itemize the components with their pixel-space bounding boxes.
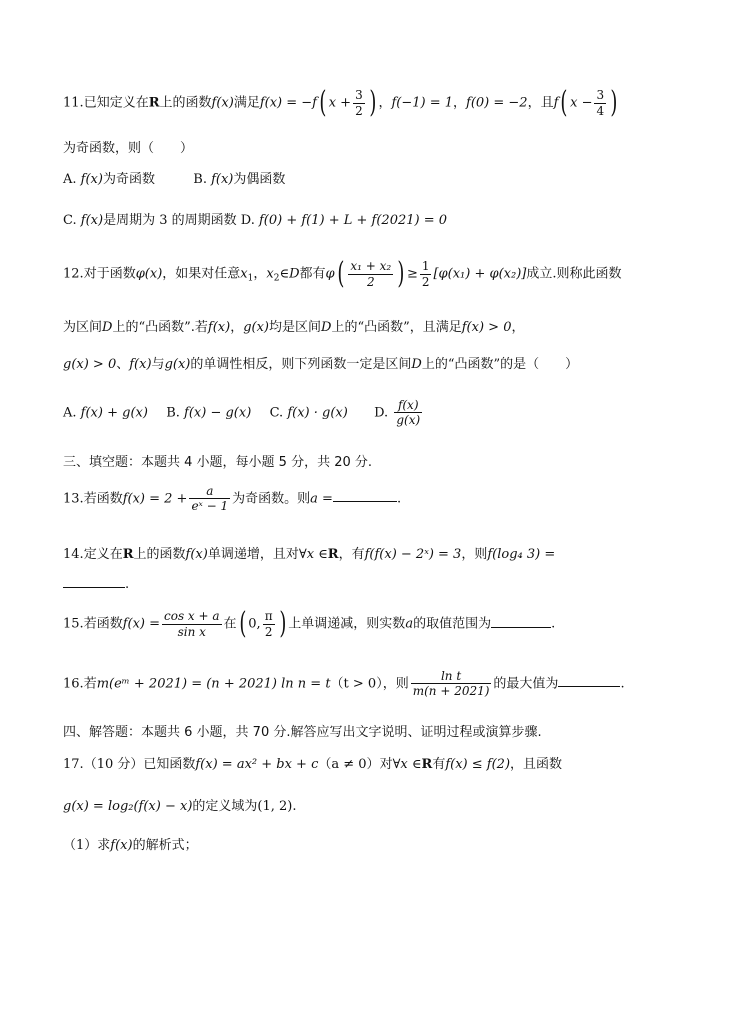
q11-line2: 为奇函数，则（ ） bbox=[63, 141, 194, 156]
q12-line3: g(x) > 0、f(x)与g(x)的单调性相反，则下列函数一定是区间D上的“凸函数”的是（ ） bbox=[63, 357, 579, 372]
q13: 13.若函数f(x) = 2 + $\frac{a}{\text{eˣ − 1}}$ 为奇函数。则a = . bbox=[63, 484, 402, 514]
answer-blank bbox=[491, 617, 551, 628]
q17-part1: （1）求f(x)的解析式； bbox=[63, 838, 198, 853]
q12-line2: 为区间D上的“凸函数”.若f(x)，g(x)均是区间D上的“凸函数”，且满足f(x) > 0， bbox=[63, 320, 525, 335]
q12-line1: 12.对于函数φ(x)，如果对任意$x_1$，$x_2\in D$都有φ( $\frac{\text{x₁ + x₂}}{2}$ ) ≥ $\frac{1}{2}$ [φ(x₁) + φ(x₂)]成立.则称此函数 bbox=[63, 256, 622, 291]
fraction-a-over-e: $\frac{a}{\text{eˣ − 1}}$ bbox=[191, 484, 229, 514]
answer-blank bbox=[333, 491, 397, 502]
answer-blank bbox=[558, 676, 620, 687]
fraction-1-2: $\frac{1}{2}$ bbox=[421, 259, 430, 289]
fraction-3-4: $\frac{3}{4}$ bbox=[596, 88, 605, 118]
fraction-pi-2: $\frac{\pi}{2}$ bbox=[264, 609, 273, 639]
q11-line1: 11.已知定义在R上的函数f(x)满足f(x) = −f( x + $\frac{3}{2}$ ) ，f(−1) = 1，f(0) = −2，且f( x − $\frac{3}{4}$ ) bbox=[63, 85, 618, 120]
q11-number: 11. bbox=[63, 95, 84, 111]
q17-line1: 17.（10 分）已知函数f(x) = ax² + bx + c（a ≠ 0）对∀x ∈R有f(x) ≤ f(2)，且函数 bbox=[63, 757, 563, 772]
answer-blank bbox=[63, 577, 125, 588]
section-fill-in-heading: 三、填空题：本题共 4 小题，每小题 5 分，共 20 分. bbox=[63, 455, 373, 470]
q12-number: 12. bbox=[63, 266, 84, 282]
q11-options-ab: A. f(x)为奇函数 B. f(x)为偶函数 bbox=[63, 172, 286, 187]
q11-options-cd: C. f(x)是周期为 3 的周期函数 D. f(0) + f(1) + L + f(2021) = 0 bbox=[63, 213, 448, 228]
q15: 15.若函数f(x) = $\frac{\text{cos x + a}}{\text{sin x}}$ 在( 0, $\frac{\pi}{2}$ ) 上单调递减，则实数a的取值范围为 . bbox=[63, 606, 556, 641]
fraction-f-over-g: $\frac{f(x)}{g(x)}$ bbox=[396, 398, 421, 428]
fraction-lnt: $\frac{\text{ln t}}{m(n + 2021)}$ bbox=[412, 669, 490, 699]
q12-options: A. f(x) + g(x) B. f(x) − g(x) C. f(x) · g(x) D. $\frac{f(x)}{g(x)}$ bbox=[63, 398, 421, 428]
q16: 16.若m(eᵐ + 2021) = (n + 2021) ln n = t（t > 0），则 $\frac{\text{ln t}}{m(n + 2021)}$ 的最大值为 . bbox=[63, 669, 625, 699]
q17-line2: g(x) = log₂(f(x) − x)的定义域为(1, 2). bbox=[63, 799, 297, 814]
q14-line1: 14.定义在R上的函数f(x)单调递增，且对∀x ∈R，有f(f(x) − 2ˣ) = 3，则f(log₄ 3) = bbox=[63, 547, 556, 562]
fraction-3-2: $\frac{3}{2}$ bbox=[355, 88, 363, 118]
fraction-cos-sin: $\frac{\text{cos x + a}}{\text{sin x}}$ bbox=[164, 609, 220, 639]
q14-line2: . bbox=[63, 577, 129, 592]
fraction-midpoint: $\frac{\text{x₁ + x₂}}{2}$ bbox=[350, 259, 392, 289]
section-answer-heading: 四、解答题：本题共 6 小题，共 70 分.解答应写出文字说明、证明过程或演算步骤. bbox=[63, 725, 542, 740]
